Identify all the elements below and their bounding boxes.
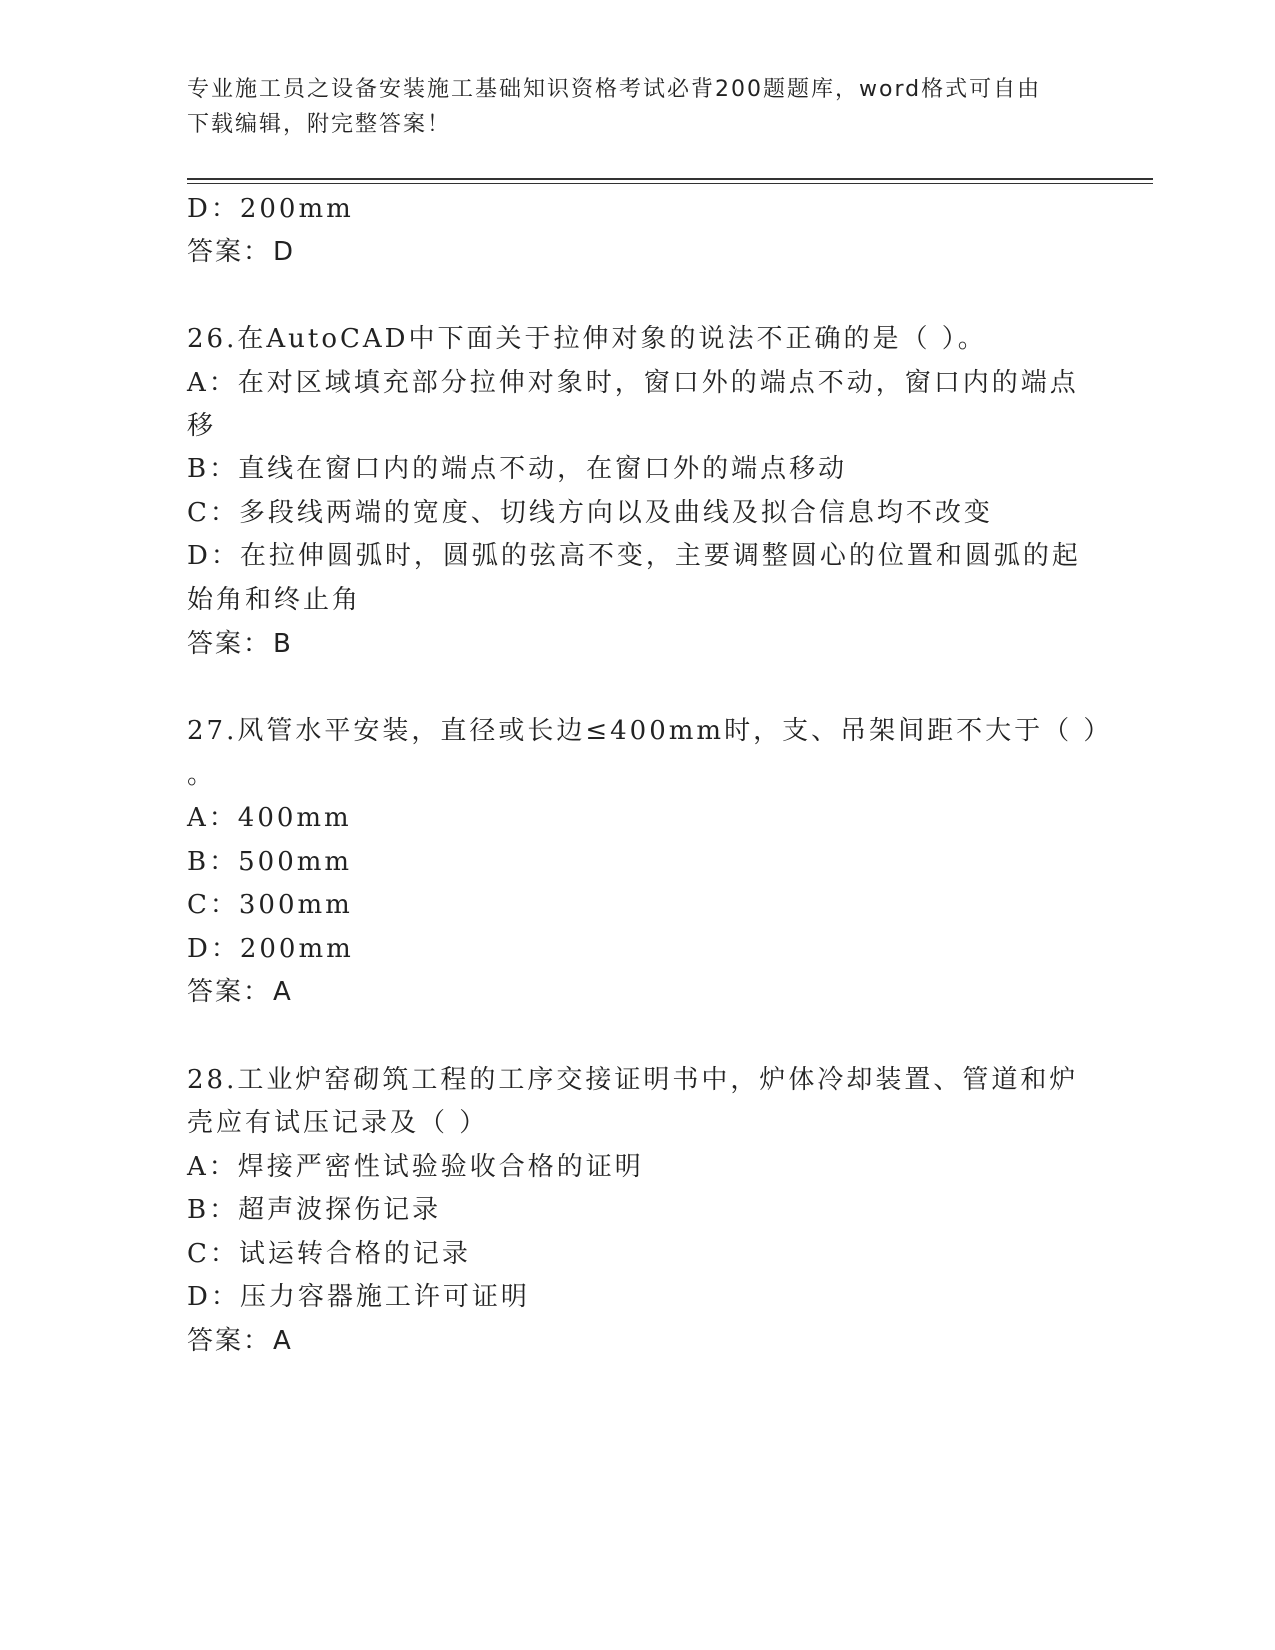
q26-answer <box>187 623 293 660</box>
q27-stem: 27.风管水平安装，直径或长边≤400mm时，支、吊架间距不大于（ ） <box>187 716 1113 746</box>
header-line-1: 专业施工员之设备安装施工基础知识资格考试必背200题题库，word格式可自由 <box>187 77 1042 102</box>
q28-stem-cont: 壳应有试压记录及（ ） <box>187 1108 489 1138</box>
q27-option-c: C：300mm <box>187 890 353 920</box>
header-divider-thin <box>187 183 1153 184</box>
answer-value: D <box>273 237 296 267</box>
q27-answer <box>187 971 293 1008</box>
answer-value: A <box>273 977 293 1007</box>
q28-option-d: D：压力容器施工许可证明 <box>187 1282 530 1312</box>
q26-option-a-cont: 移 <box>187 411 217 441</box>
q27-option-a: A：400mm <box>187 803 352 833</box>
answer-label: 答案： <box>187 237 272 267</box>
q26-stem: 26.在AutoCAD中下面关于拉伸对象的说法不正确的是（ ）。 <box>187 324 987 354</box>
q28-option-a: A：焊接严密性试验验收合格的证明 <box>187 1152 644 1182</box>
q27-option-b: B：500mm <box>187 847 353 877</box>
q25-option-d: D：200mm <box>187 194 354 224</box>
q25-answer <box>187 231 295 268</box>
document-header <box>187 72 1087 142</box>
q27-option-d: D：200mm <box>187 934 354 964</box>
q26-option-d: D：在拉伸圆弧时，圆弧的弦高不变，主要调整圆心的位置和圆弧的起 <box>187 541 1081 571</box>
answer-label: 答案： <box>187 629 272 659</box>
q28-stem: 28.工业炉窑砌筑工程的工序交接证明书中，炉体冷却装置、管道和炉 <box>187 1065 1079 1095</box>
q26-option-c: C：多段线两端的宽度、切线方向以及曲线及拟合信息均不改变 <box>187 498 993 528</box>
q28-option-b: B：超声波探伤记录 <box>187 1195 442 1225</box>
q26-option-a: A：在对区域填充部分拉伸对象时，窗口外的端点不动，窗口内的端点 <box>187 368 1079 398</box>
header-divider-thick <box>187 178 1153 180</box>
q26-option-b: B：直线在窗口内的端点不动，在窗口外的端点移动 <box>187 454 848 484</box>
answer-label: 答案： <box>187 977 272 1007</box>
answer-label: 答案： <box>187 1326 272 1356</box>
q27-stem-cont: 。 <box>187 760 217 790</box>
q28-answer <box>187 1320 293 1357</box>
answer-value: A <box>273 1326 293 1356</box>
answer-value: B <box>273 629 293 659</box>
q28-option-c: C：试运转合格的记录 <box>187 1239 471 1269</box>
q26-option-d-cont: 始角和终止角 <box>187 585 362 615</box>
header-line-2: 下载编辑，附完整答案！ <box>187 112 452 137</box>
